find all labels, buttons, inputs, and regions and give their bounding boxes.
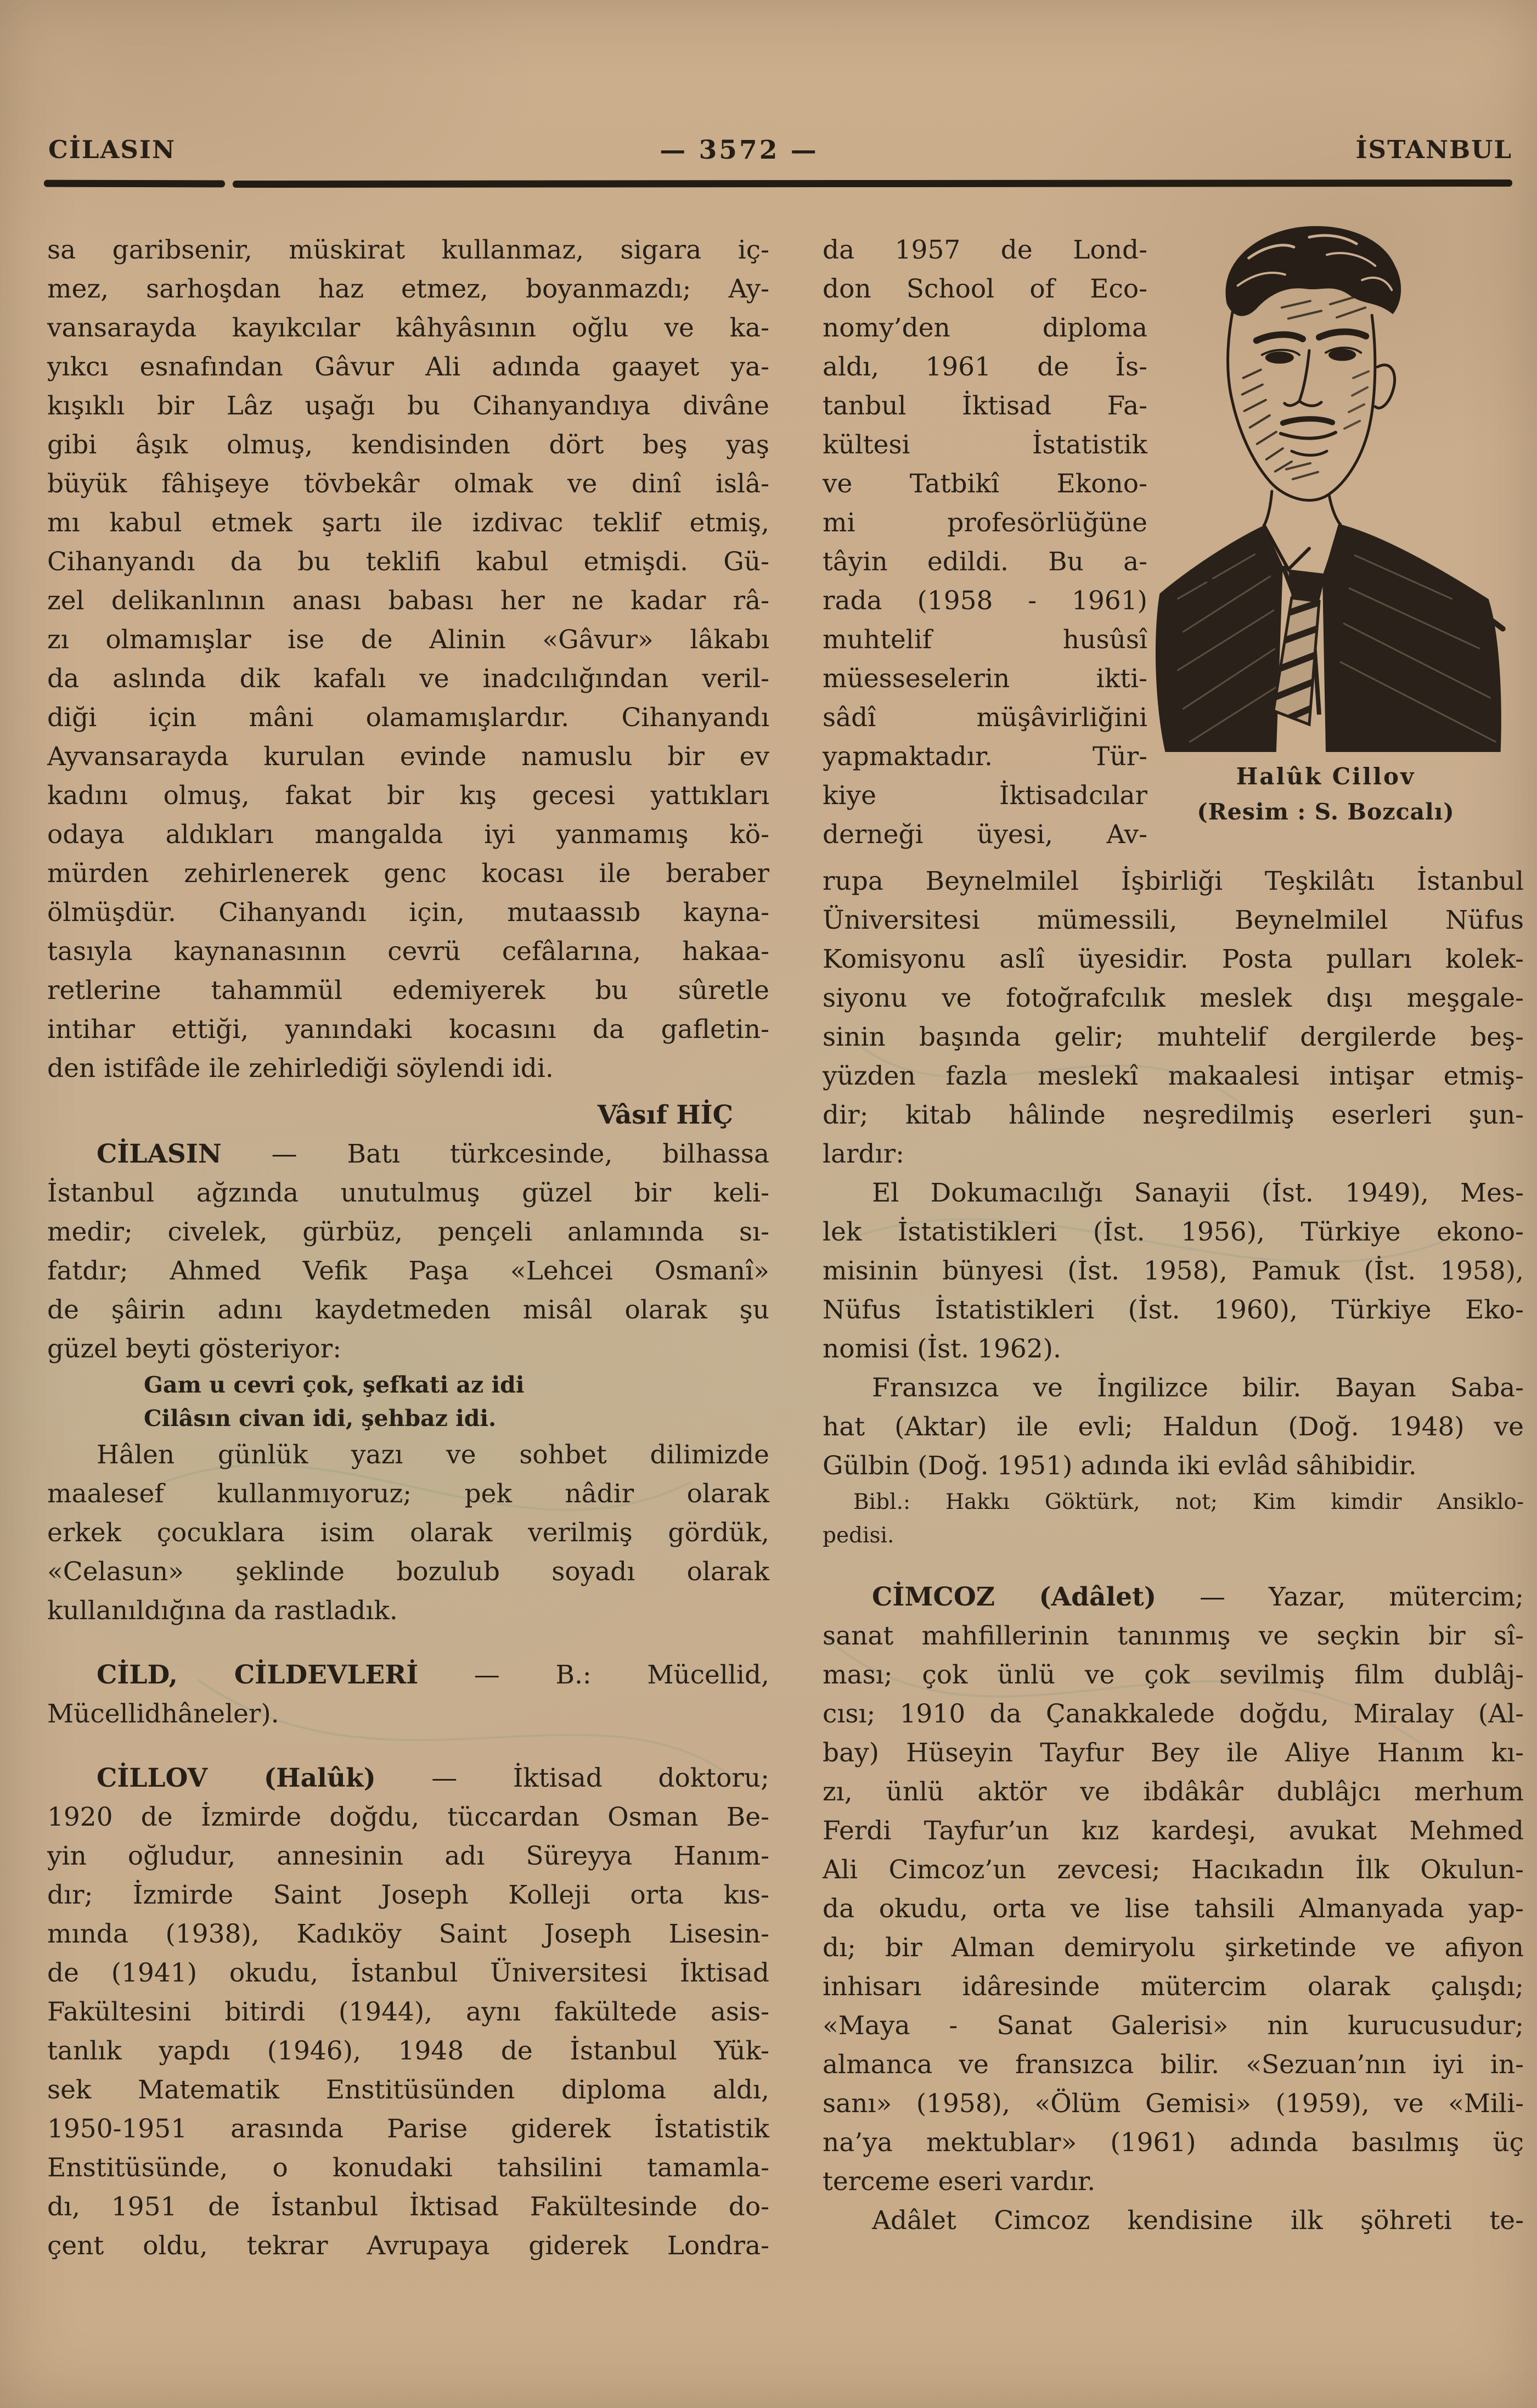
entry-line [47,1135,769,1174]
line-text: Ferdi Tayfur’un kız kardeşi, avukat Mehmed [823,1816,1524,1846]
line-text: aldı, 1961 de İs- [823,352,1147,382]
line-text: zı, ünlü aktör ve ibdâkâr dublâjcı merhum [823,1777,1524,1807]
header-rule-right-segment [233,179,1512,188]
text-line [47,231,769,270]
text-line [823,1616,1524,1655]
line-text: 1920 de İzmirde doğdu, tüccardan Osman Be- [47,1802,769,1832]
text-line [47,932,769,971]
text-line [823,464,1147,503]
text-line [47,1290,769,1329]
line-text: zel delikanlının anası babası her ne kadar râ- [47,586,769,616]
portrait-caption-credit: (Resim : S. Bozcalı) [1197,799,1455,825]
text-line [47,620,769,659]
text-line [47,1992,769,2031]
line-text: gibi âşık olmuş, kendisinden dört beş yaş [47,430,769,460]
line-text: pedisi. [823,1523,894,1548]
line-text: cısı; 1910 da Çanakkalede doğdu, Miralay (Al- [823,1699,1524,1729]
line-text: da aslında dik kafalı ve inadcılığından veril- [47,664,769,694]
text-line [47,1837,769,1876]
text-line [823,901,1524,940]
line-text: sinin başında gelir; muhtelif dergilerde beş- [823,1022,1524,1052]
line-text: ölmüşdür. Cihanyandı için, mutaassıb kayna- [47,897,769,928]
text-line [47,2226,769,2265]
text-line [823,1694,1524,1733]
line-text: müesseselerin ikti- [823,664,1147,694]
entry-term: CİLASIN [97,1139,222,1169]
text-line [47,659,769,698]
line-text: «Maya - Sanat Galerisi» nin kurucusudur; [823,2011,1524,2041]
line-text: dı; bir Alman demiryolu şirketinde ve afiyon [823,1933,1524,1963]
line-text: Enstitüsünde, o konudaki tahsilini tamamla- [47,2153,769,2183]
text-line [823,1485,1524,1519]
line-text: Nüfus İstatistikleri (İst. 1960), Türkiye Eko- [823,1295,1524,1325]
text-line [823,1057,1524,1096]
line-text: Cihanyandı da bu teklifi kabul etmişdi. Gü- [47,547,769,577]
line-text: rada (1958 - 1961) [823,586,1147,616]
text-line [823,1096,1524,1135]
line-text: dı, 1951 de İstanbul İktisad Fakültesinde do- [47,2192,769,2222]
text-line [823,231,1147,270]
line-text: Ali Cimcoz’un zevcesi; Hacıkadın İlk Okulun- [823,1855,1524,1885]
text-line [47,1213,769,1251]
line-text: tasıyla kaynanasının cevrü cefâlarına, hakaa- [47,936,769,967]
entry-line [47,1759,769,1798]
text-line [823,1811,1524,1850]
header-place-word: İSTANBUL [1355,135,1512,164]
text-line [823,2084,1524,2123]
text-line [47,503,769,542]
text-line [47,1694,769,1733]
text-line [47,2109,769,2148]
line-text: dir; kitab hâlinde neşredilmiş eserleri şun- [823,1100,1524,1130]
right-column-narrow [823,231,1147,854]
line-text: yıkcı esnafından Gâvur Ali adında gaayet ya- [47,352,769,382]
text-line [823,1213,1524,1251]
text-line [823,1655,1524,1694]
text-line [47,698,769,737]
text-line [823,1928,1524,1967]
line-text: nomy’den diploma [823,313,1147,343]
text-line [47,893,769,932]
line-text: lardır: [823,1139,904,1169]
text-line [823,979,1524,1018]
text-line [823,659,1147,698]
line-text: zı olmamışlar ise de Alinin «Gâvur» lâkabı [47,625,769,655]
text-line [47,854,769,893]
text-line [823,620,1147,659]
text-line [47,1474,769,1513]
page-number: — 3572 — [660,135,819,165]
header-rule-left-segment [44,180,225,188]
line-text: yin oğludur, annesinin adı Süreyya Hanım- [47,1841,769,1871]
entry-term: CİLD, CİLDEVLERİ [97,1660,419,1690]
line-text: de (1941) okudu, İstanbul Üniversitesi İktisad [47,1958,769,1988]
line-text: Gam u cevri çok, şefkati az idi [144,1372,525,1398]
text-line [823,308,1147,347]
text-line [823,2162,1524,2201]
line-text: muhtelif husûsî [823,625,1147,655]
line-text: terceme eseri vardır. [823,2166,1096,2197]
line-text: don School of Eco- [823,274,1147,304]
line-text: sek Matematik Enstitüsünden diploma aldı, [47,2075,769,2105]
text-line [823,2006,1524,2045]
text-line [823,815,1147,854]
portrait-caption-name: Halûk Cillov [1236,763,1416,790]
line-text: da okudu, orta ve lise tahsili Almanyada yap- [823,1894,1524,1924]
line-text: siyonu ve fotoğrafcılık meslek dışı meşgale- [823,983,1524,1013]
text-line [47,542,769,581]
text-line [823,1174,1524,1213]
line-text: Hâlen günlük yazı ve sohbet dilimizde [97,1440,769,1470]
line-text: dır; İzmirde Saint Joseph Kolleji orta kıs- [47,1880,769,1910]
text-line [823,1446,1524,1485]
text-line [823,1368,1524,1407]
text-line [47,1513,769,1552]
line-text: erkek çocuklara isim olarak verilmiş gördük, [47,1518,769,1548]
text-line [47,2148,769,2187]
line-text: kiye İktisadcılar [823,781,1147,811]
line-text: mürden zehirlenerek genc kocası ile beraber [47,858,769,889]
text-line [823,737,1147,776]
text-line [823,2045,1524,2084]
text-line [823,2123,1524,2162]
line-text: den istifâde ile zehirlediği söylendi idi. [47,1053,554,1084]
text-line [47,2031,769,2070]
text-line [823,1889,1524,1928]
line-text: lek İstatistikleri (İst. 1956), Türkiye ekono- [823,1217,1524,1247]
line-text: Adâlet Cimcoz kendisine ilk şöhreti te- [872,2205,1524,2236]
text-line [823,1772,1524,1811]
line-text: İstanbul ağzında unutulmuş güzel bir keli- [47,1178,769,1208]
text-line [47,1251,769,1290]
line-text: Bibl.: Hakkı Göktürk, not; Kim kimdir Ansiklo- [853,1490,1524,1514]
line-text: mı kabul etmek şartı ile izdivac teklif etmiş, [47,508,769,538]
line-text: sâdî müşâvirliğini [823,703,1147,733]
line-text: na’ya mektublar» (1961) adında basılmış üç [823,2128,1524,2158]
text-line [823,2201,1524,2240]
line-text: mez, sarhoşdan haz etmez, boyanmazdı; Ay- [47,274,769,304]
text-line [47,2070,769,2109]
line-text: El Dokumacılığı Sanayii (İst. 1949), Mes- [872,1178,1524,1208]
line-text: intihar ettiği, yanındaki kocasını da gafletin- [47,1014,769,1045]
text-line [823,1251,1524,1290]
line-text: da 1957 de Lond- [823,235,1147,265]
line-text: 1950-1951 arasında Parise giderek İstatistik [47,2114,769,2144]
line-text: ve Tatbikî Ekono- [823,469,1147,499]
portrait-caption [1144,763,1507,825]
text-line [47,347,769,386]
line-text: — B.: Mücellid, [418,1660,769,1690]
portrait-figure [1144,213,1507,825]
text-line [47,737,769,776]
text-line [47,1096,769,1135]
text-line [823,862,1524,901]
text-line [823,386,1147,425]
text-line [144,1368,769,1402]
text-line [47,270,769,308]
text-line [823,270,1147,308]
text-line [47,776,769,815]
line-text: Vâsıf HİÇ [597,1100,733,1130]
text-line [47,1798,769,1837]
line-text: «Celasun» şeklinde bozulub soyadı olarak [47,1557,769,1587]
text-line [47,1954,769,1992]
text-line [823,1850,1524,1889]
line-text: medir; civelek, gürbüz, pençeli anlamında sı- [47,1217,769,1247]
line-text: tanlık yapdı (1946), 1948 de İstanbul Yük- [47,2036,769,2066]
line-text: Fransızca ve İngilizce bilir. Bayan Saba- [872,1373,1524,1403]
line-text: Üniversitesi mümessili, Beynelmilel Nüfus [823,905,1524,935]
text-line [823,503,1147,542]
line-text: kültesi İstatistik [823,430,1147,460]
text-line [47,1435,769,1474]
line-text: inhisarı idâresinde mütercim olarak çalışdı; [823,1972,1524,2002]
line-text: Cilâsın civan idi, şehbaz idi. [144,1405,497,1432]
entry-line [823,1578,1524,1616]
line-text: sa garibsenir, müskirat kullanmaz, sigara iç- [47,235,769,265]
line-text: Fakültesini bitirdi (1944), aynı fakültede asis- [47,1997,769,2027]
line-text: hat (Aktar) ile evli; Haldun (Doğ. 1948) ve [823,1412,1524,1442]
header-entry-word: CİLASIN [48,135,176,164]
line-text: retlerine tahammül edemiyerek bu sûretle [47,975,769,1006]
text-line [47,1329,769,1368]
line-text: tâyin edildi. Bu a- [823,547,1147,577]
line-text: Ayvansarayda kurulan evinde namuslu bir ev [47,742,769,772]
text-line [47,581,769,620]
line-text: kışıklı bir Lâz uşağı bu Cihanyandıya divâne [47,391,769,421]
line-text: nomisi (İst. 1962). [823,1334,1061,1364]
text-line [823,1967,1524,2006]
line-text: yapmaktadır. Tür- [823,742,1147,772]
text-line [823,776,1147,815]
line-text: bay) Hüseyin Tayfur Bey ile Aliye Hanım kı- [823,1738,1524,1768]
line-text: güzel beyti gösteriyor: [47,1334,342,1364]
line-text: yüzden fazla meslekî makaalesi intişar etmiş- [823,1061,1524,1091]
line-text: kullanıldığına da rastladık. [47,1596,398,1626]
text-line [47,425,769,464]
page-header [48,135,1512,168]
line-text: çent oldu, tekrar Avrupaya giderek Londra- [47,2231,769,2261]
line-text: — Yazar, mütercim; [1156,1582,1524,1612]
entry-term: CİLLOV (Halûk) [97,1763,376,1793]
line-text: büyük fâhişeye tövbekâr olmak ve dinî islâ- [47,469,769,499]
right-column-wide [823,862,1524,2240]
text-line [47,1049,769,1088]
portrait-illustration [1144,213,1507,752]
line-text: rupa Beynelmilel İşbirliği Teşkilâtı İstanbul [823,866,1524,896]
line-text: vansarayda kayıkcılar kâhyâsının oğlu ve ka- [47,313,769,343]
text-line [47,2187,769,2226]
text-line [823,425,1147,464]
line-text: mi profesörlüğüne [823,508,1147,538]
line-text: odaya aldıkları mangalda iyi yanmamış kö- [47,819,769,850]
text-line [823,1407,1524,1446]
text-line [47,1010,769,1049]
entry-term: CİMCOZ (Adâlet) [872,1582,1157,1612]
text-line [823,1329,1524,1368]
line-text: maalesef kullanmıyoruz; pek nâdir olarak [47,1479,769,1509]
line-text: tanbul İktisad Fa- [823,391,1147,421]
text-line [47,464,769,503]
line-text: kadını olmuş, fakat bir kış gecesi yattıkları [47,781,769,811]
text-line [47,386,769,425]
line-text: sanı» (1958), «Ölüm Gemisi» (1959), ve «Mili- [823,2089,1524,2119]
line-text: Gülbin (Doğ. 1951) adında iki evlâd sâhibidir. [823,1451,1417,1481]
line-text: mında (1938), Kadıköy Saint Joseph Lisesin- [47,1919,769,1949]
line-text: derneği üyesi, Av- [823,819,1147,850]
line-text: — Batı türkcesinde, bilhassa [221,1139,769,1169]
text-line [823,542,1147,581]
left-column [47,231,769,2265]
line-text: sanat mahfillerinin tanınmış ve seçkin bir sî- [823,1621,1524,1651]
line-text: Komisyonu aslî üyesidir. Posta pulları kolek- [823,944,1524,974]
entry-line [47,1655,769,1694]
line-text: fatdır; Ahmed Vefik Paşa «Lehcei Osmanî» [47,1256,769,1286]
text-line [823,347,1147,386]
line-text: almanca ve fransızca bilir. «Sezuan’nın iyi in- [823,2050,1524,2080]
line-text: de şâirin adını kaydetmeden misâl olarak şu [47,1295,769,1325]
text-line [823,940,1524,979]
line-text: Mücellidhâneler). [47,1699,279,1729]
text-line [823,581,1147,620]
text-line [47,1552,769,1591]
text-line [823,1733,1524,1772]
text-line [47,308,769,347]
text-line [47,1591,769,1630]
text-line [823,1135,1524,1174]
text-line [47,1174,769,1213]
line-text: ması; çok ünlü ve çok sevilmiş film dublâj- [823,1660,1524,1690]
line-text: — İktisad doktoru; [375,1763,769,1793]
text-line [47,815,769,854]
text-line [47,1876,769,1915]
line-text: diği için mâni olamamışlardır. Cihanyandı [47,703,769,733]
text-line [823,1519,1524,1552]
text-line [47,971,769,1010]
text-line [47,1915,769,1954]
line-text: misinin bünyesi (İst. 1958), Pamuk (İst. 1958), [823,1256,1524,1286]
text-line [823,1018,1524,1057]
text-line [823,698,1147,737]
text-line [144,1402,769,1435]
text-line [823,1290,1524,1329]
